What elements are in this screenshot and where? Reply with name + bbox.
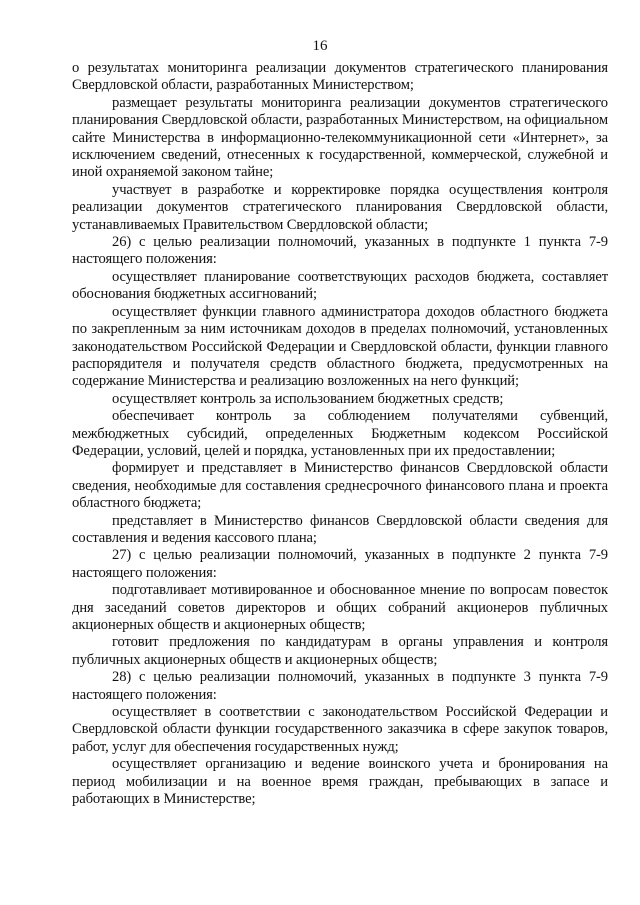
document-body (72, 60, 608, 808)
paragraph: осуществляет функции главного администратора доходов областного бюджета по закрепленным за ним источникам доходов в пределах полномочий, установленных законодательством Российской Федерации и Свердловской области, функции главного распорядителя и получателя средств областного бюджета, предусмотренных на содержание Министерства и реализацию возложенных на него функций; (72, 303, 608, 390)
paragraph: участвует в разработке и корректировке порядка осуществления контроля реализации документов стратегического планирования Свердловской области, устанавливаемых Правительством Свердловской области; (72, 181, 608, 233)
paragraph: о результатах мониторинга реализации документов стратегического планирования Свердловской области, разработанных Министерством; (72, 60, 608, 94)
paragraph: формирует и представляет в Министерство финансов Свердловской области сведения, необходимые для составления среднесрочного финансового плана и проекта областного бюджета; (72, 460, 608, 512)
paragraph: 27) с целью реализации полномочий, указанных в подпункте 2 пункта 7-9 настоящего положения: (72, 547, 608, 581)
paragraph: 28) с целью реализации полномочий, указанных в подпункте 3 пункта 7-9 настоящего положения: (72, 669, 608, 703)
paragraph: подготавливает мотивированное и обоснованное мнение по вопросам повесток дня заседаний советов директоров и общих собраний акционеров публичных акционерных обществ и акционерных обществ; (72, 582, 608, 633)
paragraph: размещает результаты мониторинга реализации документов стратегического планирования Свердловской области, разработанных Министерством, на официальном сайте Министерства в информационно-телекоммуникационной сети «Интернет», за исключением сведений, отнесенных к государственной, коммерческой, служебной и иной охраняемой законом тайне; (72, 94, 608, 181)
paragraph: готовит предложения по кандидатурам в органы управления и контроля публичных акционерных обществ и акционерных обществ; (72, 634, 608, 668)
page-number: 16 (312, 38, 328, 54)
paragraph: осуществляет контроль за использованием бюджетных средств; (112, 390, 504, 407)
paragraph: представляет в Министерство финансов Свердловской области сведения для составления и ведения кассового плана; (72, 512, 608, 546)
paragraph: 26) с целью реализации полномочий, указанных в подпункте 1 пункта 7-9 настоящего положения: (72, 234, 608, 268)
paragraph: осуществляет планирование соответствующих расходов бюджета, составляет обоснования бюджетных ассигнований; (72, 268, 608, 303)
paragraph: осуществляет в соответствии с законодательством Российской Федерации и Свердловской области функции государственного заказчика в сфере закупок товаров, работ, услуг для обеспечения государственных нужд; (72, 704, 608, 755)
paragraph: обеспечивает контроль за соблюдением получателями субвенций, межбюджетных субсидий, определенных Бюджетным кодексом Российской Федерации, условий, целей и порядка, установленных при их предоставлении; (72, 408, 608, 459)
paragraph: осуществляет организацию и ведение воинского учета и бронирования на период мобилизации и на военное время граждан, пребывающих в запасе и работающих в Министерстве; (72, 756, 608, 808)
